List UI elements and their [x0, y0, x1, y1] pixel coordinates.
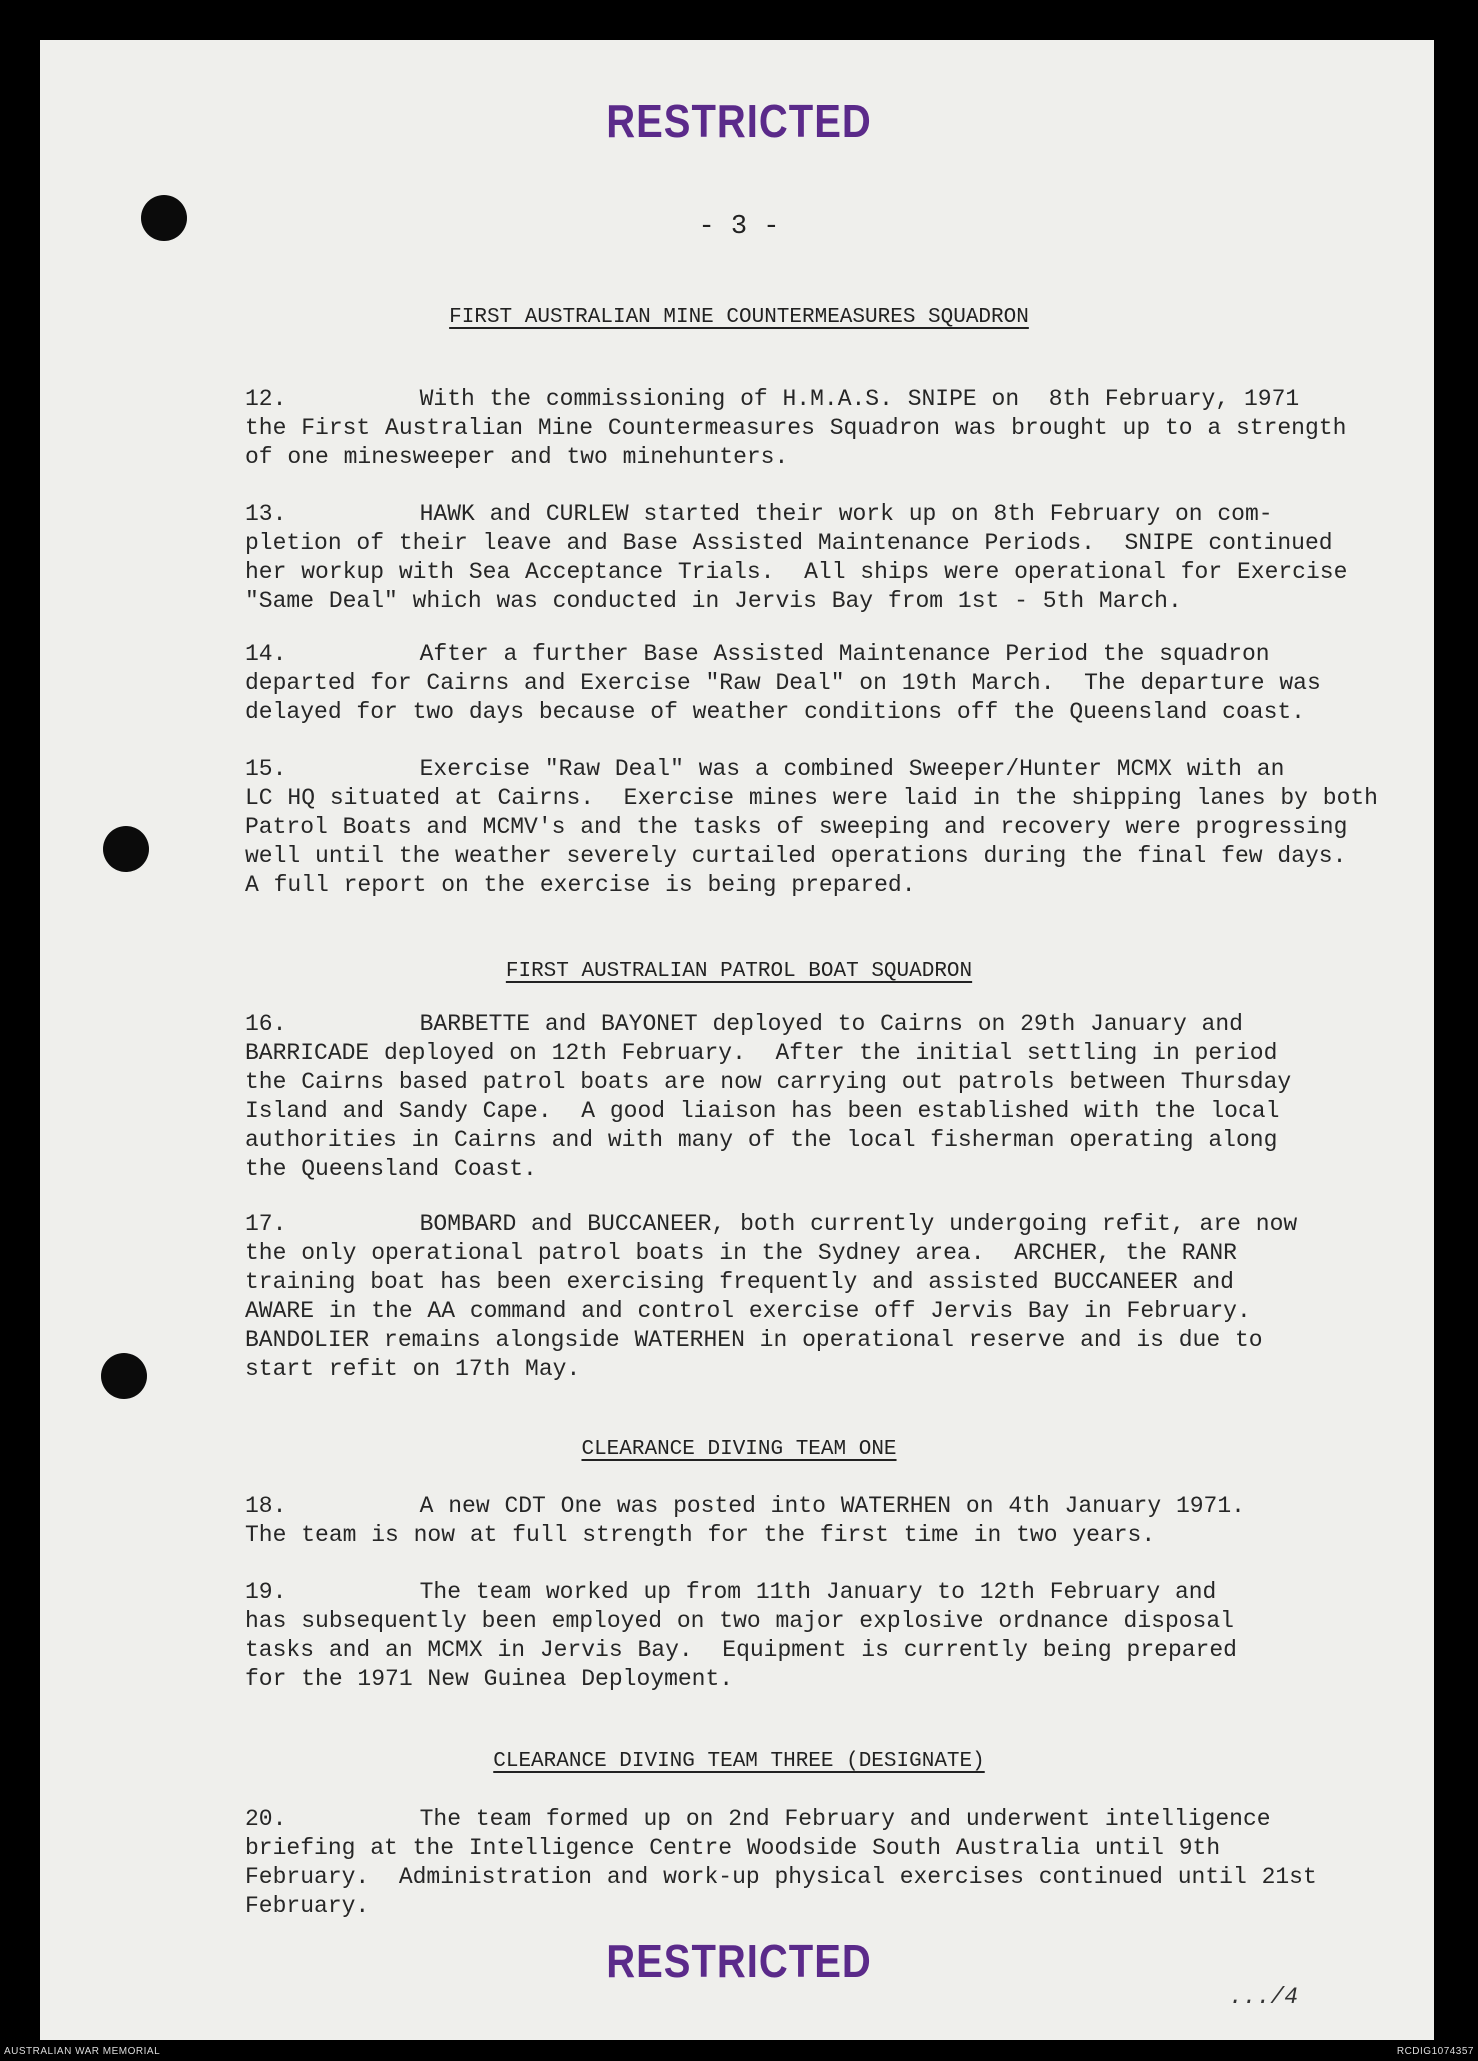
punch-hole-bottom: [101, 1353, 147, 1399]
paragraph-17: 17. BOMBARD and BUCCANEER, both currently undergoing refit, are now the only operational patrol boats in the Sydney area. ARCHER, the RANR training boat has been exercising frequently and assisted BUCCANEER and AWARE in the AA command and control exercise off Jervis Bay in February. BANDOLIER remains alongside WATERHEN in operational reserve and is due to start refit on 17th May.: [245, 1211, 1298, 1382]
footer-archive-id: RCDIG1074357: [1396, 2046, 1474, 2057]
paragraph-15: 15. Exercise "Raw Deal" was a combined Sweeper/Hunter MCMX with an LC HQ situated at Cairns. Exercise mines were laid in the shipping lanes by both Patrol Boats and MCMV's and the tasks of sweeping and recovery were progressing well until the weather severely curtailed operations during the final few days. A full report on the exercise is being prepared.: [245, 756, 1378, 898]
section-heading-cdt-three: CLEARANCE DIVING TEAM THREE (DESIGNATE): [493, 1750, 985, 1773]
section-heading-cdt-one: CLEARANCE DIVING TEAM ONE: [581, 1438, 897, 1461]
punch-hole-middle: [103, 826, 149, 872]
continuation-marker: .../4: [1228, 1984, 1298, 2010]
paragraph-16: 16. BARBETTE and BAYONET deployed to Cairns on 29th January and BARRICADE deployed on 12th February. After the initial settling in period the Cairns based patrol boats are now carrying out patrols between Thursday Island and Sandy Cape. A good liaison has been established with the local authorities in Cairns and with many of the local fisherman operating along the Queensland Coast.: [245, 1011, 1292, 1182]
section-heading-patrol-boat-squadron: FIRST AUSTRALIAN PATROL BOAT SQUADRON: [505, 960, 973, 983]
restricted-stamp-top: RESTRICTED: [606, 96, 872, 148]
paragraph-20: 20. The team formed up on 2nd February and underwent intelligence briefing at the Intelligence Centre Woodside South Australia until 9th February. Administration and work-up physical exercises continued until 21st February.: [245, 1806, 1317, 1919]
paragraph-18: 18. A new CDT One was posted into WATERHEN on 4th January 1971. The team is now at full strength for the first time in two years.: [245, 1493, 1245, 1548]
paragraph-14: 14. After a further Base Assisted Maintenance Period the squadron departed for Cairns and Exercise "Raw Deal" on 19th March. The departure was delayed for two days because of weather conditions off the Queensland coast.: [245, 641, 1321, 725]
footer-archive-name: AUSTRALIAN WAR MEMORIAL: [4, 2046, 161, 2057]
section-heading-mcm-squadron: FIRST AUSTRALIAN MINE COUNTERMEASURES SQUADRON: [449, 306, 1029, 329]
paragraph-19: 19. The team worked up from 11th January to 12th February and has subsequently been employed on two major explosive ordnance disposal tasks and an MCMX in Jervis Bay. Equipment is currently being prepared for the 1971 New Guinea Deployment.: [245, 1579, 1237, 1692]
page-number: - 3 -: [698, 212, 780, 242]
restricted-stamp-bottom: RESTRICTED: [606, 1936, 872, 1988]
paragraph-12: 12. With the commissioning of H.M.A.S. SNIPE on 8th February, 1971 the First Australian Mine Countermeasures Squadron was brought up to a strength of one minesweeper and two minehunters.: [245, 386, 1347, 470]
paragraph-13: 13. HAWK and CURLEW started their work up on 8th February on com- pletion of their leave and Base Assisted Maintenance Periods. SNIPE continued her workup with Sea Acceptance Trials. All ships were operational for Exercise "Same Deal" which was conducted in Jervis Bay from 1st - 5th March.: [245, 501, 1348, 614]
